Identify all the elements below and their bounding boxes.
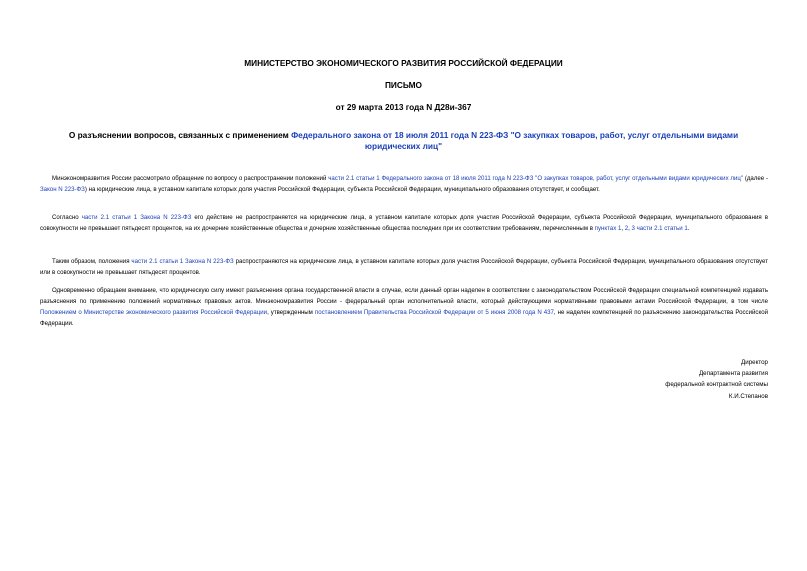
p2-sep-2: ,: [628, 225, 632, 232]
p1-text-e: ) на юридические лица, в уставном капитале которых доля участия Российской Федерации, субъекта Российской Федерации, муниципального образования отсутствует, и сообщает.: [84, 186, 600, 193]
p2-law-link[interactable]: части 2.1 статьи 1 Закона N 223-ФЗ: [81, 214, 192, 221]
p4-decree-link[interactable]: постановлением Правительства Российской Федерации от 5 июня 2008 года N 437: [314, 309, 554, 316]
signature-title: Директор: [741, 359, 768, 366]
p4-text-a: Одновременно обращаем внимание, что юридическую силу имеют разъяснения органа государственной власти в случае, если данный орган наделен в соответствии с законодательством Российской Федерации специальной компетенцией издавать разъяснения по применению положений нормативных правовых актов. Минэкономразвития России - федеральный орган исполнительной власти, который действующими нормативными правовыми актами Российской Федерации, в том числе: [40, 287, 768, 305]
p4-text-e: , не наделен компетенцией по разъяснению законодательства Российской Федерации.: [40, 309, 768, 327]
signature-department: Департамента развития: [698, 370, 768, 378]
paragraph-4: [40, 285, 768, 329]
document-type: ПИСЬМО: [384, 80, 423, 90]
p2-item2-link[interactable]: 2: [624, 225, 629, 232]
p3-law-link[interactable]: части 2.1 статьи 1 Закона N 223-ФЗ: [131, 258, 234, 265]
p2-end: .: [687, 225, 690, 232]
p1-short-law-link[interactable]: Закон N 223-ФЗ: [40, 186, 85, 193]
p3-text-a: Таким образом, положения: [52, 258, 132, 265]
p2-sep-1: ,: [621, 225, 625, 232]
paragraph-2: [40, 212, 768, 234]
subject-law-link[interactable]: Федерального закона от 18 июля 2011 года N 223-ФЗ "О закупках товаров, работ, услуг отдельными видами юридических лиц": [291, 130, 739, 151]
p3-text-c: распространяются на юридические лица, в уставном капитале которых доля участия Российской Федерации, субъекта Российской Федерации, муниципального образования отсутствует или в совокупности не превышает пятьдесят процентов.: [40, 258, 769, 276]
signature-name: К.И.Степанов: [728, 392, 768, 400]
p2-text-c: его действие не распространяется на юридические лица, в уставном капитале которых доля участия Российской Федерации, субъекта Российской Федерации, муниципального образования в совокупности не превышает пятьдесят процентов, на их дочерние хозяйственные общества и дочерние хозяйственные общества последних при их соответствии требованиям, перечисленным в: [40, 214, 768, 232]
document-subject: [40, 130, 767, 152]
p2-text-a: Согласно: [52, 214, 82, 221]
signature-block: [665, 357, 768, 402]
p2-item3-link[interactable]: 3 части 2.1 статьи 1: [631, 225, 688, 232]
p1-text-c: (далее -: [743, 175, 768, 182]
p4-regulation-link[interactable]: Положением о Министерстве экономического развития Российской Федерации: [40, 309, 268, 316]
document-date: от 29 марта 2013 года N Д28и-367: [335, 102, 472, 112]
signature-department-2: федеральной контрактной системы: [665, 381, 768, 389]
paragraph-3: [40, 256, 768, 278]
p1-text-a: Минэкономразвития России рассмотрело обращение по вопросу о распространении положений: [52, 175, 329, 182]
p2-item1-link[interactable]: пунктах 1: [594, 225, 622, 232]
subject-text: О разъяснении вопросов, связанных с применением: [68, 130, 292, 140]
p1-law-link[interactable]: части 2.1 статьи 1 Федерального закона от 18 июля 2011 года N 223-ФЗ "О закупках товаров, работ, услуг отдельными видами юридических лиц": [328, 175, 744, 182]
p4-text-c: , утвержденным: [267, 309, 315, 316]
paragraph-1: [40, 173, 768, 195]
ministry-heading: МИНИСТЕРСТВО ЭКОНОМИЧЕСКОГО РАЗВИТИЯ РОССИЙСКОЙ ФЕДЕРАЦИИ: [244, 58, 563, 68]
